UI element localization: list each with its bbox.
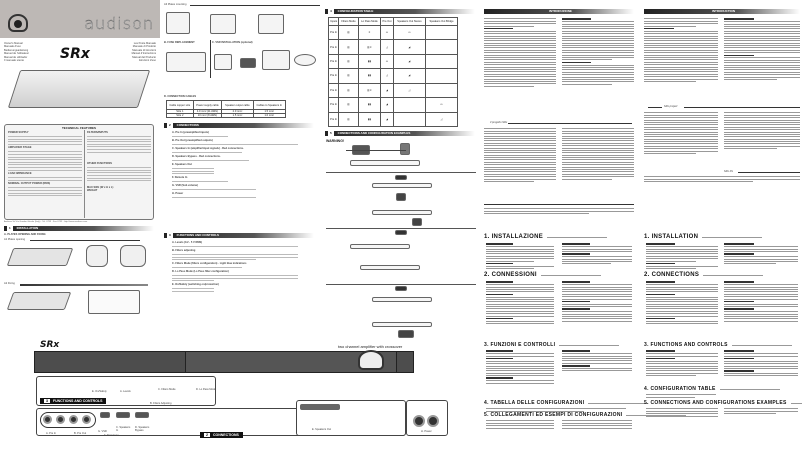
plates-detail-illustration	[86, 245, 108, 267]
tech-title: TECHNICAL FEATURES	[61, 126, 97, 130]
ground-terminal-icon	[427, 415, 439, 427]
audison-logo-icon	[358, 350, 384, 370]
amp-diagram	[350, 244, 410, 249]
manual-lang: Manuale di Prodotto	[132, 45, 156, 49]
it-examples-text-right	[562, 419, 632, 430]
en-examples-heading: 5. CONNECTIONS AND CONFIGURATIONS EXAMPLES	[644, 400, 787, 406]
en-intro-text-right	[724, 17, 800, 81]
vsr-connector-icon	[100, 412, 110, 418]
tech-left-col: POWER SUPPLY AMPLIFIER STAGE LOAD IMPEDANCE NOMINAL OUTPUT POWER (RMS)	[8, 131, 82, 198]
mounting-illustration	[166, 12, 190, 34]
manual-lang: Istruzioni d'uso	[138, 59, 156, 63]
speakers-out-terminal-icon	[300, 404, 340, 410]
configuration-table: Inputs Filters Mode Lo Pass Mode Pre Out Speakers Out Stereo Speakers Out Bridge Pre In ▥ ✕ ▭ ▭ Pre In ▥ ▥✕ ◿ ◢ Pre In ▥ ▮▮ ▭ ◢ Pre In ▥ ▮▮ ◿ ◢ Pre In ▥ ▥✕ ◢ ◿ Pre In ▥ ▮▮ ◢ ▭ Pre In ▥ ▮▮ ◢ ◿	[328, 17, 458, 127]
amp-diagram	[350, 160, 420, 166]
brand-name: audison	[84, 14, 154, 33]
fixing-top-view	[88, 290, 140, 314]
connections-list: A. Pre In (preamplified inputs) B. Pre Out (preamplified outputs) C. Speakers In (amplifier/input signals) - Red connections. D. Speakers Bypass - Red connections. E. Speakers Out F. Remote In G. VSR (Sub volume) H. Power	[172, 131, 312, 200]
manual-languages-left	[4, 42, 44, 62]
en-sub-text	[644, 175, 800, 184]
it-project-heading: Il progetto SRx	[490, 121, 508, 124]
headunit-diagram	[395, 175, 407, 180]
en-connections-heading: 2. CONNECTIONS	[644, 272, 700, 278]
fuse-replacement-title: B. FUSE REPLACEMENT	[164, 41, 195, 44]
plates-title: A. PLATES OPENING AND FIXING	[4, 233, 46, 236]
manual-lang: Manuale d'uso	[4, 45, 21, 49]
callout-remote-in: F. Remote In	[104, 434, 119, 437]
it-functions-text-right	[562, 349, 632, 373]
amp-diagram	[372, 297, 432, 302]
plates-mounting-label: A3 Plates mounting	[164, 3, 187, 6]
speaker-diagram	[396, 193, 406, 201]
callout-speakers-in: C. Speakers In	[116, 426, 131, 433]
it-project-text-right	[562, 127, 634, 181]
speakers-in-connector-icon	[116, 412, 130, 418]
cover-header-band	[0, 0, 160, 38]
connections-label: 2 CONNECTIONS	[200, 432, 243, 438]
manual-languages-right	[112, 42, 156, 62]
plates-detail-illustration	[120, 245, 146, 267]
callout-levels: A. Levels	[120, 390, 131, 393]
rca-jack-icon	[56, 415, 65, 424]
vsr-amp-illustration	[262, 50, 290, 70]
vsr-installation-title: C. VSR INSTALLATION (optional)	[212, 41, 253, 44]
manual-lang: Owner's Manual	[4, 42, 23, 45]
fixing-illustration	[7, 292, 72, 310]
en-config-table-text	[646, 393, 716, 399]
section-examples-bar: 5 CONNECTIONS AND CONFIGURATION EXAMPLES	[325, 131, 475, 136]
amp-diagram	[372, 210, 432, 215]
en-installation-heading: 1. INSTALLATION	[644, 234, 699, 240]
amp-diagram	[360, 265, 420, 270]
en-project-text-left	[644, 111, 718, 155]
panel-subtitle: two channel amplifier with crossover	[338, 344, 403, 349]
it-connections-text-right	[562, 280, 632, 323]
rca-jack-icon	[43, 415, 52, 424]
rca-jack-icon	[82, 415, 91, 424]
headunit-diagram	[395, 286, 407, 291]
en-functions-text-left	[646, 349, 718, 377]
it-examples-heading: 5. COLLEGAMENTI ED ESEMPI DI CONFIGURAZIONI	[484, 412, 623, 418]
en-intro-bar: INTRODUCTION	[644, 9, 800, 14]
it-examples-text-left	[486, 419, 554, 430]
mounting-illustration	[258, 14, 284, 34]
callout-filters-adjusting: B. Filters Adjusting	[150, 402, 172, 405]
tech-right-col: FILTERS/INPUTS OTHER FUNCTIONS MAX SIZE (W x H x L) WEIGHT	[87, 131, 151, 193]
manual-lang: Bedienungsanleitung	[4, 48, 29, 52]
callout-speakers-bypass: D. Speakers Bypass	[135, 426, 150, 433]
callout-on-safety: E. On/Safety	[92, 390, 107, 393]
fuse-diagram	[400, 143, 410, 155]
vsr-knob-illustration	[214, 54, 232, 70]
srx-panel-logo: SRx	[40, 340, 60, 350]
en-config-table-heading: 4. CONFIGURATION TABLE	[644, 386, 716, 392]
callout-lo-pass-mode: D. Lo Pass Mode	[196, 388, 216, 391]
it-installation-text-left	[486, 242, 554, 270]
manual-lang: Manual de utilizador	[4, 55, 28, 59]
it-connections-text-left	[486, 280, 554, 326]
it-installation-heading: 1. INSTALLAZIONE	[484, 234, 544, 240]
mounting-illustration	[210, 14, 236, 34]
functions-controls-label: 3 FUNCTIONS AND CONTROLS	[40, 398, 106, 404]
technical-features-box	[4, 124, 154, 220]
audison-logo-icon	[8, 14, 28, 32]
manual-lang: Manuel d'Instructions	[131, 52, 156, 56]
callout-pre-in: A. Pre In	[46, 432, 57, 435]
srx-logo: SRx	[60, 46, 90, 62]
power-terminal-icon	[413, 415, 425, 427]
it-sub-text	[484, 207, 634, 216]
section-installation-bar: 1 INSTALLATION	[4, 226, 154, 231]
it-config-table-heading: 4. TABELLA DELLE CONFIGURAZIONI	[484, 400, 585, 406]
connection-cables-title: D. CONNECTION CABLES	[164, 95, 197, 98]
speakers-bypass-connector-icon	[135, 412, 149, 418]
en-connections-text-left	[646, 280, 718, 326]
warning-label: WARNING!	[326, 139, 345, 143]
en-project-heading: SRx project	[664, 105, 678, 108]
section-connections-bar: 2 CONNECTIONS	[164, 123, 314, 128]
en-functions-heading: 3. FUNCTIONS AND CONTROLS	[644, 342, 728, 348]
en-intro-text-left	[644, 17, 718, 83]
manual-lang: Manuel de l'utilisateur	[4, 52, 30, 56]
manual-lang: Les Poste Manuale	[133, 42, 156, 45]
power-callout-box	[406, 400, 448, 436]
rca-jack-icon	[69, 415, 78, 424]
en-sub-heading: SRx 2S	[724, 170, 733, 173]
it-installation-text-right	[562, 242, 632, 266]
fuse-illustration	[166, 52, 206, 72]
plates-opening-illustration	[7, 248, 74, 266]
it-intro-text-right	[562, 17, 634, 86]
en-connections-text-right	[724, 280, 798, 323]
speaker-diagram	[412, 218, 422, 226]
it-functions-heading: 3. FUNZIONI E CONTROLLI	[484, 342, 556, 348]
it-connections-heading: 2. CONNESSIONI	[484, 272, 537, 278]
section-config-table-bar: 4 CONFIGURATION TABLE	[325, 9, 475, 14]
it-intro-bar: INTRODUZIONE	[484, 9, 634, 14]
en-examples-text-right	[724, 407, 798, 416]
connection-cables-table: Cable copper size Power supply cable Speaker output cable Cables to Speakers In Size 1 4.0 mm² (11 AWG) 2.0 mm² 1.5 mm² Size 2 10 mm² (8 AWG) 1.5 mm² 1.0 mm²	[166, 100, 286, 118]
en-examples-text-left	[646, 407, 718, 418]
amplifier-illustration	[8, 70, 150, 108]
callout-filters-mode: C. Filters Mode	[158, 388, 176, 391]
callout-pre-out: B. Pre Out	[74, 432, 87, 435]
plates-opening-label: A1 Plates opening	[4, 238, 26, 241]
manual-lang: Il manuale utente	[4, 59, 24, 63]
manual-lang: Manuale di Istruzioni	[132, 48, 156, 52]
callout-speakers-out: E. Speakers Out	[312, 428, 332, 431]
callout-power: H. Power	[421, 430, 432, 433]
tech-footer: Audison Srl Via Gordon Gitsale (Italy) · Tel. 0733 · Fax 0733 · http://www.audison.com	[4, 221, 88, 223]
functions-list: A. Levels (0.2 - 5 V RMS) B. Filters adjusting C. Filters Mode (filters configuration) - Light blue indications D. Lo Pass Mode (Lo Pass filter configuration) E. On/Safety (switching on/protection)	[172, 241, 312, 294]
section-functions-bar: 3 FUNCTIONS AND CONTROLS	[164, 233, 314, 238]
vsr-module-illustration	[240, 58, 256, 68]
headunit-diagram	[395, 230, 407, 235]
vsr-detail-illustration	[294, 54, 316, 66]
callout-vsr: G. VSR	[98, 430, 107, 433]
rca-input-group	[40, 412, 96, 428]
en-project-text-right	[724, 111, 800, 151]
en-installation-text-right	[724, 242, 798, 266]
it-intro-text-left	[484, 17, 556, 88]
fixing-label: A2 Fixing	[4, 282, 15, 285]
it-project-text-left	[484, 127, 556, 183]
amp-diagram	[372, 183, 432, 188]
manual-lang: Manual del Producto	[132, 55, 156, 59]
en-installation-text-left	[646, 242, 718, 270]
amp-diagram	[372, 322, 432, 327]
speaker-diagram	[398, 330, 414, 338]
en-functions-text-right	[724, 349, 798, 378]
it-functions-text-left	[486, 349, 554, 385]
